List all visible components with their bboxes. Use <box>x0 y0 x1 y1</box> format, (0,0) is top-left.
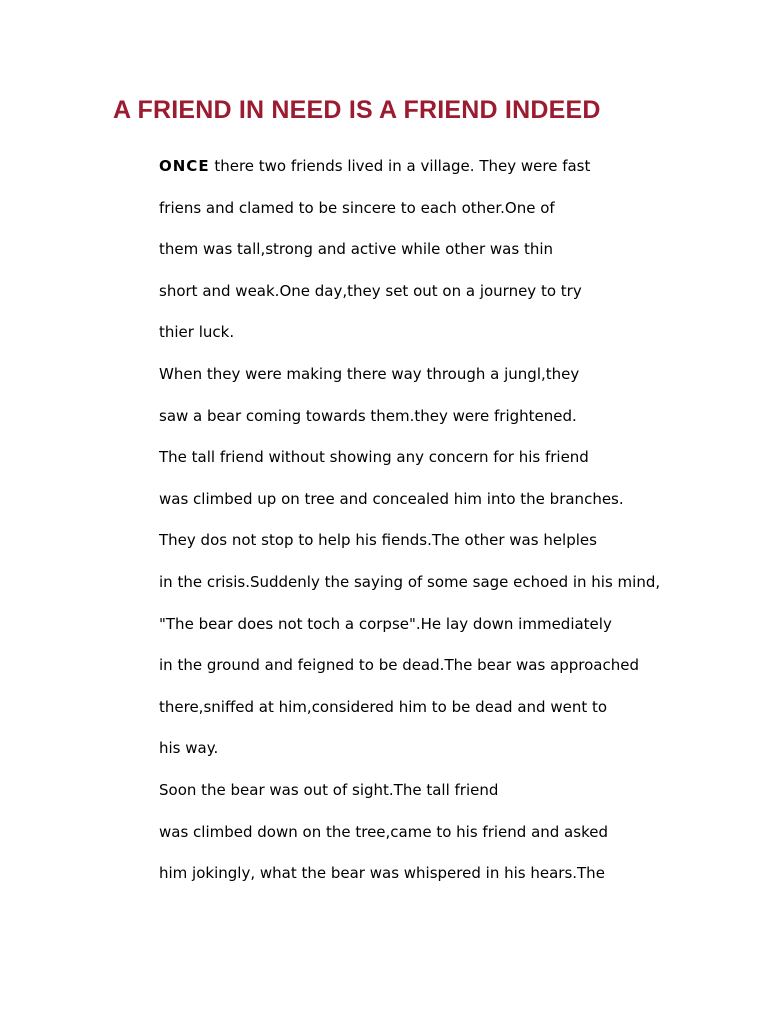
story-body <box>159 152 660 901</box>
text-line: them was tall,strong and active while other was thin <box>159 240 554 259</box>
text-line: his way. <box>159 739 219 758</box>
lead-word: ONCE <box>159 157 210 175</box>
text-line: him jokingly, what the bear was whispered in his hears.The <box>159 864 605 883</box>
text-line: in the ground and feigned to be dead.The bear was approached <box>159 656 639 675</box>
text-line: friens and clamed to be sincere to each other.One of <box>159 198 555 217</box>
text-line: They dos not stop to help his fiends.The other was helples <box>159 531 597 550</box>
text-line: short and weak.One day,they set out on a journey to try <box>159 281 582 300</box>
text-line: was climbed up on tree and concealed him into the branches. <box>159 489 624 508</box>
text-line: in the crisis.Suddenly the saying of some sage echoed in his mind, <box>159 572 661 591</box>
text-line: there,sniffed at him,considered him to be dead and went to <box>159 697 608 716</box>
text-line: Soon the bear was out of sight.The tall friend <box>159 780 499 799</box>
text-line: saw a bear coming towards them.they were frightened. <box>159 406 577 425</box>
first-line-text: there two friends lived in a village. They were fast <box>209 157 591 175</box>
text-line <box>159 152 660 194</box>
text-line: The tall friend without showing any concern for his friend <box>159 448 589 467</box>
text-line: "The bear does not toch a corpse".He lay down immediately <box>159 614 612 633</box>
text-line: When they were making there way through a jungl,they <box>159 364 580 383</box>
document-title: A FRIEND IN NEED IS A FRIEND INDEED <box>113 96 601 124</box>
text-line: thier luck. <box>159 323 235 342</box>
text-line: was climbed down on the tree,came to his friend and asked <box>159 822 608 841</box>
